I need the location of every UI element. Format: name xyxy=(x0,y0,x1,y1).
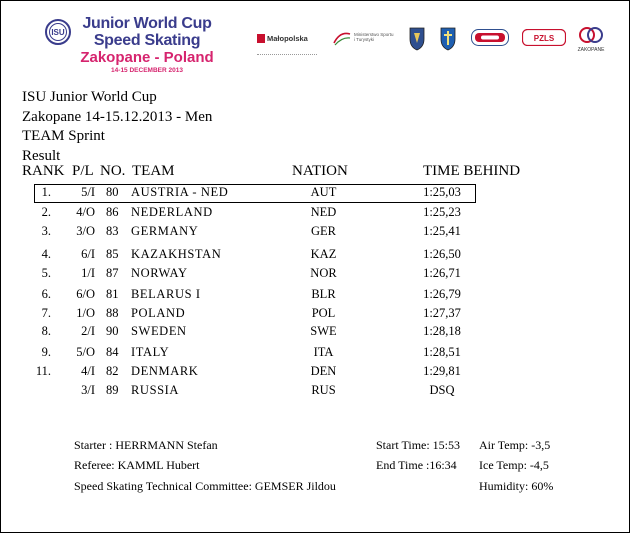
end-time: End Time :16:34 xyxy=(376,458,457,472)
pair-lane: 5/I xyxy=(81,185,95,199)
start-number: 88 xyxy=(106,306,119,320)
isu-logo-icon xyxy=(45,19,71,45)
result-time: 1:27,37 xyxy=(423,306,461,320)
technical-committee-line: Speed Skating Technical Committee: GEMSER Jildou xyxy=(74,479,336,493)
start-number: 87 xyxy=(106,266,119,280)
rank: 5. xyxy=(41,266,51,280)
event-title-logo xyxy=(77,15,217,75)
rank: 6. xyxy=(41,287,51,301)
event-title-line4: 14-15 DECEMBER 2013 xyxy=(111,67,183,74)
race-type: TEAM Sprint xyxy=(22,128,105,144)
team-name: GERMANY xyxy=(131,224,199,238)
start-number: 90 xyxy=(106,324,119,338)
pair-lane: 5/O xyxy=(76,345,95,359)
malopolska-emblem-icon xyxy=(257,34,265,43)
rank: 3. xyxy=(41,224,51,238)
event-title-line2: Speed Skating xyxy=(93,32,201,49)
pair-lane: 1/O xyxy=(76,306,95,320)
result-time: 1:29,81 xyxy=(423,364,461,378)
malopolska-subtitle-line xyxy=(257,54,317,58)
rank: 2. xyxy=(41,205,51,219)
nation-code: SWE xyxy=(310,324,337,338)
team-name: NORWAY xyxy=(131,266,188,280)
result-time: 1:25,23 xyxy=(423,205,461,219)
pzls-logo-icon xyxy=(522,29,566,46)
col-header-nation: NATION xyxy=(292,163,348,179)
team-name: KAZAKHSTAN xyxy=(131,247,222,261)
result-time: 1:26,71 xyxy=(423,266,461,280)
nation-code: RUS xyxy=(311,383,336,397)
ice-temperature: Ice Temp: -4,5 xyxy=(479,458,549,472)
pair-lane: 6/I xyxy=(81,247,95,261)
start-number: 89 xyxy=(106,383,119,397)
nation-code: AUT xyxy=(310,185,337,199)
pair-lane: 3/I xyxy=(81,383,95,397)
nation-code: GER xyxy=(311,224,336,238)
nation-code: DEN xyxy=(310,364,337,378)
result-time: 1:26,79 xyxy=(423,287,461,301)
zakopane-logo-icon xyxy=(575,25,607,53)
competition-title: ISU Junior World Cup xyxy=(22,89,157,105)
start-number: 85 xyxy=(106,247,119,261)
result-time: 1:25,41 xyxy=(423,224,461,238)
result-time: DSQ xyxy=(429,383,455,397)
town-crest-icon xyxy=(439,25,457,51)
pair-lane: 6/O xyxy=(76,287,95,301)
rank: 8. xyxy=(41,324,51,338)
referee-line: Referee: KAMML Hubert xyxy=(74,458,200,472)
col-header-pl: P/L xyxy=(72,163,94,179)
nation-code: KAZ xyxy=(310,247,337,261)
result-row xyxy=(1,265,629,282)
event-title-line3: Zakopane - Poland xyxy=(80,49,214,66)
team-name: BELARUS I xyxy=(131,287,201,301)
start-number: 84 xyxy=(106,345,119,359)
result-row xyxy=(1,323,629,340)
col-header-rank: RANK xyxy=(22,163,65,179)
result-row xyxy=(1,223,629,240)
result-row xyxy=(1,305,629,322)
pair-lane: 1/I xyxy=(81,266,95,280)
start-number: 86 xyxy=(106,205,119,219)
result-row xyxy=(1,344,629,361)
isu-logo-text: ISU xyxy=(51,28,65,37)
result-row xyxy=(1,184,629,201)
document-header xyxy=(22,88,212,166)
pair-lane: 2/I xyxy=(81,324,95,338)
result-row xyxy=(1,204,629,221)
venue-date: Zakopane 14-15.12.2013 - Men xyxy=(22,108,213,125)
result-row xyxy=(1,382,629,399)
humidity: Humidity: 60% xyxy=(479,479,554,493)
malopolska-logo xyxy=(257,30,317,58)
nation-code: BLR xyxy=(311,287,336,301)
col-header-no: NO. xyxy=(100,163,126,179)
pair-lane: 4/I xyxy=(81,364,95,378)
start-number: 80 xyxy=(106,185,119,199)
result-time: 1:25,03 xyxy=(423,185,461,199)
start-number: 82 xyxy=(106,364,119,378)
team-name: DENMARK xyxy=(131,364,199,378)
rank: 7. xyxy=(41,306,51,320)
rank: 9. xyxy=(41,345,51,359)
association-badge-icon xyxy=(471,29,509,46)
team-name: NEDERLAND xyxy=(131,205,213,219)
nation-code: POL xyxy=(311,306,336,320)
rank: 4. xyxy=(41,247,51,261)
team-name: AUSTRIA - NED xyxy=(131,185,229,199)
start-time: Start Time: 15:53 xyxy=(376,438,461,452)
zakopane-logo-text: ZAKOPANE xyxy=(577,47,605,53)
team-name: RUSSIA xyxy=(131,383,180,397)
ministry-logo xyxy=(332,29,392,49)
start-number: 81 xyxy=(106,287,119,301)
result-row xyxy=(1,286,629,303)
coat-of-arms-icon xyxy=(408,25,426,51)
team-name: POLAND xyxy=(131,306,186,320)
rank: 11. xyxy=(35,364,51,378)
result-time: 1:28,51 xyxy=(423,345,461,359)
nation-code: NOR xyxy=(310,266,337,280)
malopolska-name: Małopolska xyxy=(267,34,308,44)
nation-code: NED xyxy=(310,205,337,219)
pzls-logo-text: PZLS xyxy=(533,34,555,43)
ministry-swoosh-icon xyxy=(332,29,352,49)
result-row xyxy=(1,246,629,263)
result-time: 1:26,50 xyxy=(423,247,461,261)
pair-lane: 4/O xyxy=(76,205,95,219)
air-temperature: Air Temp: -3,5 xyxy=(479,438,551,452)
ministry-name: Ministerstwo Sportu i Turystyki xyxy=(354,32,394,42)
nation-code: ITA xyxy=(313,345,334,359)
col-header-team: TEAM xyxy=(132,163,175,179)
document-type: Result xyxy=(22,147,61,164)
team-name: SWEDEN xyxy=(131,324,187,338)
event-title-line1: Junior World Cup xyxy=(82,15,212,32)
team-name: ITALY xyxy=(131,345,170,359)
pair-lane: 3/O xyxy=(76,224,95,238)
starter-line: Starter : HERRMANN Stefan xyxy=(74,438,218,452)
col-header-time: TIME BEHIND xyxy=(423,163,521,179)
rank: 1. xyxy=(41,185,51,199)
result-time: 1:28,18 xyxy=(423,324,461,338)
start-number: 83 xyxy=(106,224,119,238)
result-row xyxy=(1,363,629,380)
